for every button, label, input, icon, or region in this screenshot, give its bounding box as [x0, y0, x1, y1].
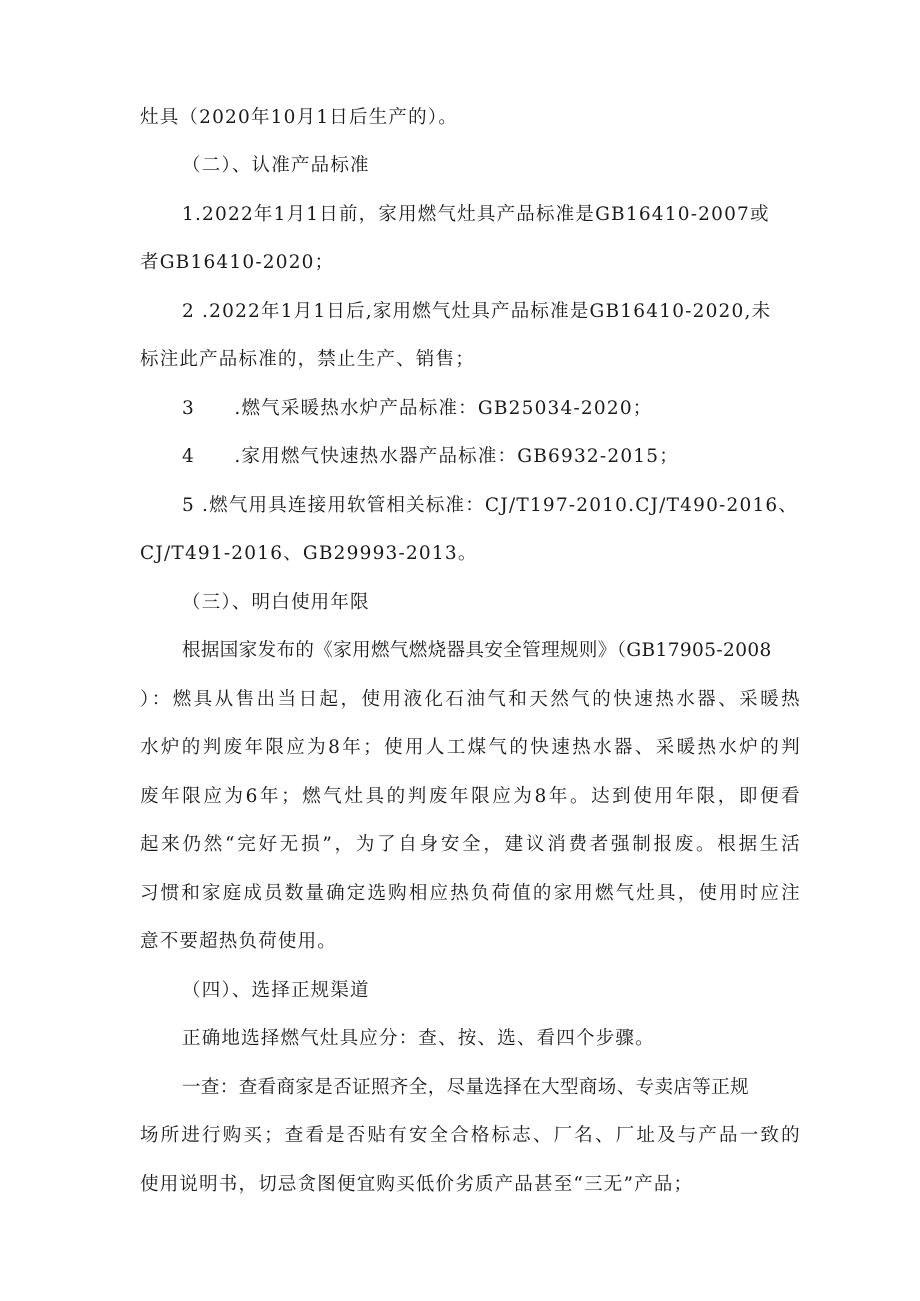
text-line: ）：燃具从售出当日起，使用液化石油气和天然气的快速热水器、采暖热 [140, 689, 800, 710]
text-line: 者GB16410-2020； [140, 252, 335, 273]
text-line: 起来仍然“完好无损”，为了自身安全，建议消费者强制报废。根据生活 [140, 834, 800, 855]
section-heading-3: （三）、明白使用年限 [182, 592, 370, 613]
text-line: CJ/T491-2016、GB29993-2013。 [140, 543, 478, 564]
text-line: 使用说明书，切忌贪图便宜购买低价劣质产品甚至“三无”产品； [140, 1174, 694, 1195]
text-line: 一查：查看商家是否证照齐全，尽量选择在大型商场、专卖店等正规 [182, 1077, 750, 1098]
section-heading-2: （二）、认准产品标准 [182, 155, 370, 176]
text-line-continuation: 灶具（2020年10月1日后生产的）。 [140, 107, 458, 128]
section-heading-4: （四）、选择正规渠道 [182, 980, 370, 1001]
text-line: 1.2022年1月1日前，家用燃气灶具产品标准是GB16410-2007或 [182, 204, 770, 225]
text-line: 水炉的判废年限应为8年；使用人工煤气的快速热水器、采暖热水炉的判 [140, 737, 800, 758]
text-line: 习惯和家庭成员数量确定选购相应热负荷值的家用燃气灶具，使用时应注 [140, 883, 800, 904]
text-line: 正确地选择燃气灶具应分：查、按、选、看四个步骤。 [182, 1028, 655, 1049]
text-line: 根据国家发布的《家用燃气燃烧器具安全管理规则》（GB17905-2008 [182, 640, 772, 661]
text-line: 2 .2022年1月1日后,家用燃气灶具产品标准是GB16410-2020,未 [182, 301, 772, 322]
text-line: 废年限应为6年；燃气灶具的判废年限应为8年。达到使用年限，即便看 [140, 786, 800, 807]
text-line: 5 .燃气用具连接用软管相关标准：CJ/T197-2010.CJ/T490-2016、 [182, 495, 799, 516]
text-line: 场所进行购买；查看是否贴有安全合格标志、厂名、厂址及与产品一致的 [140, 1125, 800, 1146]
text-line: 标注此产品标准的，禁止生产、销售； [140, 349, 475, 370]
text-line: 4 .家用燃气快速热水器产品标准：GB6932-2015； [182, 446, 679, 467]
text-line: 3 .燃气采暖热水炉产品标准：GB25034-2020； [182, 398, 653, 419]
text-line: 意不要超热负荷使用。 [140, 931, 338, 952]
